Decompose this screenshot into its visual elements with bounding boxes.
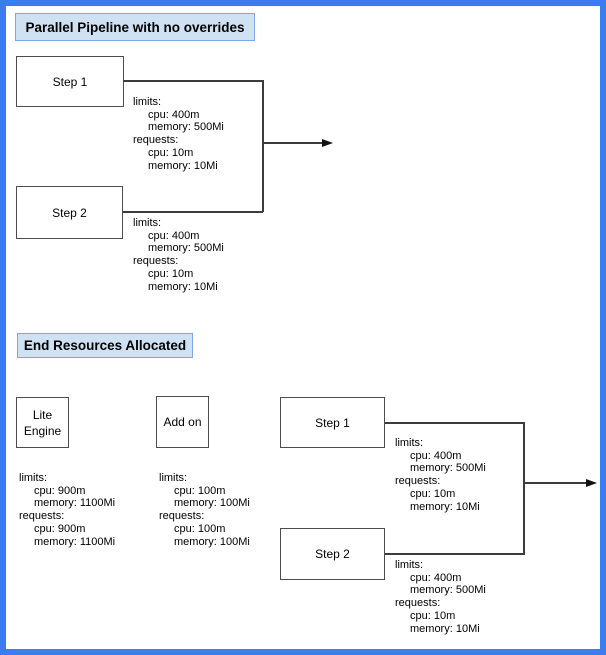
resource-line: memory: 1100Mi <box>34 497 116 510</box>
resource-line: requests: <box>19 510 65 523</box>
end-connector-join-line <box>523 422 525 555</box>
pipeline-step-2-box <box>16 186 123 239</box>
resource-line: limits: <box>19 472 48 484</box>
resource-line: requests: <box>159 510 205 523</box>
resource-line: limits: <box>395 437 424 449</box>
end-connector-step1-line <box>385 422 525 424</box>
lite-engine-label-line1: Lite <box>32 407 53 422</box>
resource-line: memory: 100Mi <box>174 497 250 510</box>
resource-line: requests: <box>133 134 179 147</box>
resource-line: memory: 500Mi <box>148 121 224 134</box>
pipeline-step-1-label: Step 1 <box>52 74 88 89</box>
resource-line: cpu: 400m <box>148 108 200 121</box>
lite-engine-resources <box>19 472 115 548</box>
resource-line: requests: <box>395 475 441 488</box>
resource-line: cpu: 10m <box>410 487 456 500</box>
resource-line: memory: 10Mi <box>148 280 218 293</box>
add-on-resources <box>159 472 250 548</box>
end-connector-step2-line <box>385 553 525 555</box>
connector-step1-line <box>123 80 263 82</box>
resource-line: memory: 500Mi <box>148 242 224 255</box>
resource-line: cpu: 900m <box>34 522 86 535</box>
pipeline-section-title-label: Parallel Pipeline with no overrides <box>25 19 245 35</box>
flow-arrowhead-icon <box>322 139 333 147</box>
resource-line: limits: <box>133 217 162 229</box>
resource-line: memory: 10Mi <box>410 622 480 635</box>
resource-line: limits: <box>395 559 424 571</box>
resource-line: cpu: 900m <box>34 484 86 497</box>
connector-step2-line <box>123 211 263 213</box>
lite-engine-label-line2: Engine <box>23 423 62 438</box>
end-step-1-box <box>280 397 385 448</box>
resource-line: requests: <box>395 597 441 610</box>
end-flow-arrow-line <box>523 482 587 484</box>
resource-line: cpu: 400m <box>410 449 462 462</box>
flow-arrow-line <box>262 142 323 144</box>
end-resources-section-title <box>17 333 193 358</box>
add-on-label: Add on <box>163 415 202 429</box>
resource-line: memory: 10Mi <box>410 500 480 513</box>
resource-line: limits: <box>159 472 188 484</box>
end-flow-arrowhead-icon <box>586 479 597 487</box>
end-step-2-box <box>280 528 385 580</box>
resource-line: requests: <box>133 255 179 268</box>
end-resources-section-title-label: End Resources Allocated <box>23 338 187 353</box>
resource-line: cpu: 10m <box>410 609 456 622</box>
resource-line: memory: 100Mi <box>174 535 250 548</box>
end-step-2-resources <box>395 559 486 635</box>
pipeline-step-2-resources <box>133 217 224 293</box>
resource-line: cpu: 400m <box>410 571 462 584</box>
resource-line: memory: 10Mi <box>148 159 218 172</box>
pipeline-step-1-box <box>16 56 124 107</box>
pipeline-section-title <box>15 13 255 41</box>
lite-engine-box <box>16 397 69 448</box>
resource-line: cpu: 100m <box>174 522 226 535</box>
connector-join-line <box>262 80 264 212</box>
resource-line: cpu: 100m <box>174 484 226 497</box>
resource-line: cpu: 400m <box>148 229 200 242</box>
resource-line: cpu: 10m <box>148 146 194 159</box>
pipeline-step-2-label: Step 2 <box>52 205 87 220</box>
end-step-1-resources <box>395 437 486 513</box>
resource-line: cpu: 10m <box>148 267 194 280</box>
end-step-2-label: Step 2 <box>315 547 350 561</box>
resource-line: memory: 500Mi <box>410 462 486 475</box>
resource-line: limits: <box>133 96 162 108</box>
resource-line: memory: 1100Mi <box>34 535 116 548</box>
resource-line: memory: 500Mi <box>410 584 486 597</box>
end-step-1-label: Step 1 <box>315 415 350 430</box>
pipeline-step-1-resources <box>133 96 224 172</box>
add-on-box <box>156 396 209 448</box>
